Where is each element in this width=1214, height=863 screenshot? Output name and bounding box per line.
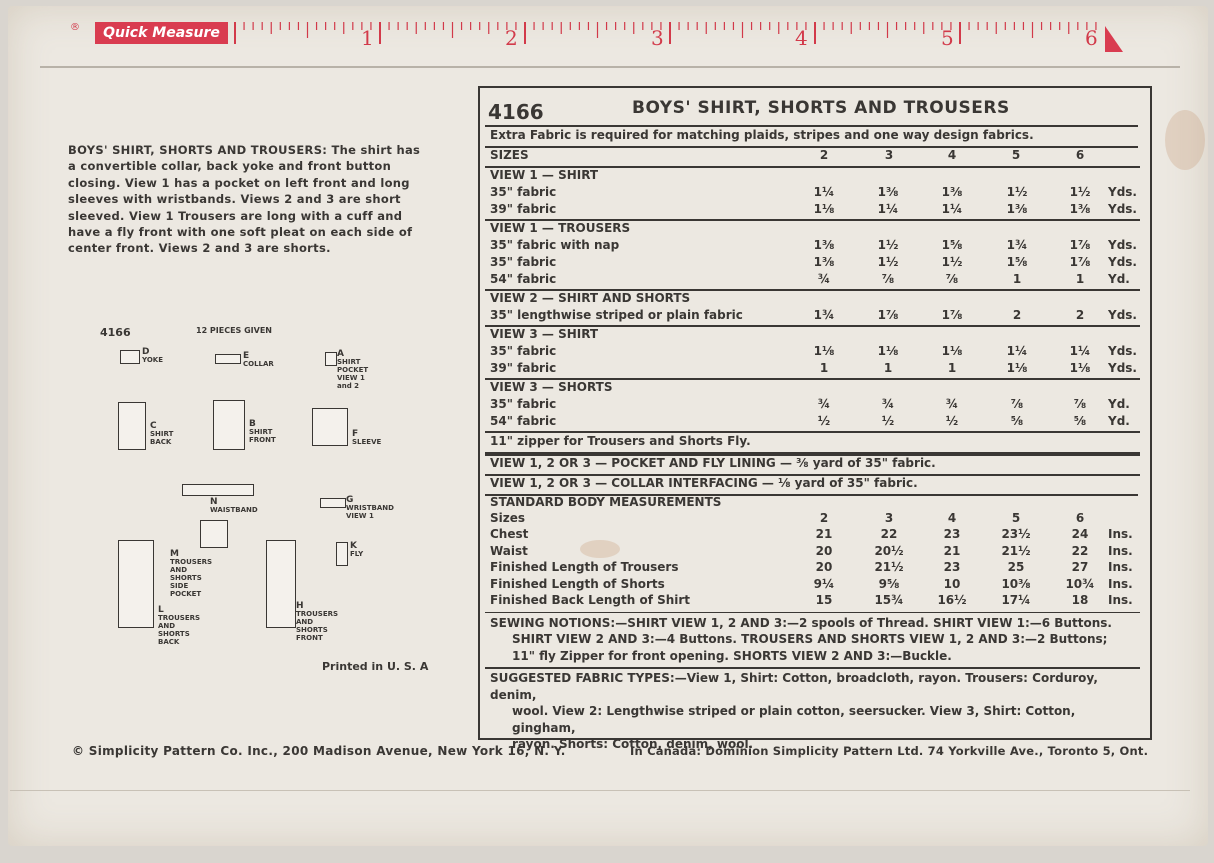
ruler-number: 2 <box>505 26 518 50</box>
row-value: 20 <box>815 543 833 558</box>
row-value: ⅞ <box>1073 397 1087 411</box>
row-value: ½ <box>817 414 831 428</box>
row-value: 1⅜ <box>813 255 835 269</box>
pattern-piece-letter: L <box>158 605 164 615</box>
row-value: 21½ <box>1001 543 1031 558</box>
body-measure-row <box>490 544 1140 560</box>
pattern-piece-letter: F <box>352 429 359 439</box>
pattern-piece-label <box>158 606 200 646</box>
pattern-piece-label <box>346 496 394 520</box>
row-value: 4 <box>947 148 957 162</box>
row-label: Chest <box>490 527 529 541</box>
row-value: 1 <box>947 361 957 375</box>
row-label: VIEW 3 — SHIRT <box>490 327 599 341</box>
chart-divider <box>485 612 1140 614</box>
row-value: ½ <box>945 414 959 428</box>
notions-line: SEWING NOTIONS:—SHIRT VIEW 1, 2 AND 3:—2 spools of Thread. SHIRT VIEW 1:—6 Buttons. <box>490 615 1112 630</box>
pattern-piece-letter: E <box>243 351 250 361</box>
row-label: 54" fabric <box>490 414 557 428</box>
row-value: 1⅛ <box>1069 361 1091 375</box>
fabrics-line: SUGGESTED FABRIC TYPES:—View 1, Shirt: Cotton, broadcloth, rayon. Trousers: Corduroy, denim, <box>490 671 1098 702</box>
sizes-row <box>490 148 1140 164</box>
row-value: 2 <box>1012 308 1022 322</box>
ruler-number: 5 <box>941 26 954 50</box>
chart-divider <box>485 431 1140 433</box>
pattern-piece-shape <box>325 352 337 366</box>
row-value: 1⅜ <box>1069 202 1091 216</box>
row-value: 23½ <box>1001 527 1031 541</box>
pattern-piece-letter: A <box>337 349 344 359</box>
row-unit: Ins. <box>1108 527 1133 541</box>
row-value: ¾ <box>881 397 895 411</box>
row-label: 35" lengthwise striped or plain fabric <box>490 308 743 322</box>
row-label: VIEW 2 — SHIRT AND SHORTS <box>490 291 691 305</box>
row-value: 1⅛ <box>941 344 963 358</box>
quick-measure-label: Quick Measure <box>95 22 228 44</box>
row-value: 2 <box>1075 308 1085 322</box>
row-value: ½ <box>881 414 895 428</box>
pattern-piece-letter: B <box>249 419 256 429</box>
interfacing-row <box>490 476 1140 492</box>
row-label: Finished Length of Trousers <box>490 560 679 574</box>
pattern-piece-label <box>210 498 258 514</box>
row-value: 22 <box>880 527 898 541</box>
row-label: VIEW 3 — SHORTS <box>490 380 613 394</box>
row-unit: Yds. <box>1108 185 1137 199</box>
row-unit: Yds. <box>1108 255 1137 269</box>
section-title <box>490 221 1140 237</box>
yardage-row <box>490 202 1140 218</box>
row-label: VIEW 1 — TROUSERS <box>490 221 631 235</box>
pieces-count: 12 PIECES GIVEN <box>196 326 272 335</box>
row-label: 35" fabric <box>490 185 557 199</box>
row-value: 1½ <box>1069 185 1091 199</box>
row-value: 1⅜ <box>813 238 835 252</box>
row-value: ¾ <box>817 272 831 286</box>
row-value: 1⅞ <box>941 308 963 322</box>
pattern-piece-name: SHIRT BACK <box>150 430 174 446</box>
row-value: ⅞ <box>1010 397 1024 411</box>
row-value: 1 <box>819 361 829 375</box>
yardage-row <box>490 344 1140 360</box>
row-unit: Yds. <box>1108 202 1137 216</box>
pattern-pieces-diagram <box>100 322 430 646</box>
row-label: Extra Fabric is required for matching plaids, stripes and one way design fabrics. <box>490 128 1034 142</box>
row-unit: Ins. <box>1108 593 1133 607</box>
row-value: 23 <box>943 560 961 574</box>
row-value: 1¼ <box>813 185 835 199</box>
stain <box>1165 110 1205 170</box>
pattern-piece-shape <box>118 402 146 450</box>
pattern-piece-letter: G <box>346 495 354 505</box>
row-value: 1⅝ <box>1006 255 1028 269</box>
row-value: 18 <box>1071 593 1089 607</box>
row-value: ⅞ <box>945 272 959 286</box>
pattern-piece-name: TROUSERS AND SHORTS SIDE POCKET <box>170 558 213 598</box>
quick-measure-ruler <box>95 18 1125 58</box>
row-value: 17¼ <box>1001 593 1031 607</box>
section-title <box>490 291 1140 307</box>
bottom-fold-line <box>10 790 1190 791</box>
ruler-ticks <box>95 18 1125 58</box>
row-value: 1¼ <box>1069 344 1091 358</box>
pattern-piece-name: SHIRT POCKET VIEW 1 and 2 <box>337 358 369 390</box>
flap-fold-line <box>40 66 1180 68</box>
row-label: 39" fabric <box>490 202 557 216</box>
row-unit: Yds. <box>1108 344 1137 358</box>
row-value: 1⅜ <box>877 185 899 199</box>
pattern-number: 4166 <box>488 100 544 124</box>
row-label: VIEW 1, 2 OR 3 — COLLAR INTERFACING — ⅛ yard of 35" fabric. <box>490 476 918 490</box>
yardage-row <box>490 361 1140 377</box>
body-measurements-title <box>490 495 1140 511</box>
pattern-piece-letter: M <box>170 549 179 559</box>
pattern-piece-shape <box>320 498 346 508</box>
row-value: 6 <box>1075 511 1085 525</box>
row-value: 2 <box>819 148 829 162</box>
pattern-piece-label <box>296 602 338 642</box>
row-unit: Ins. <box>1108 576 1133 591</box>
pattern-piece-name: SHIRT FRONT <box>249 428 276 444</box>
body-sizes-row <box>490 511 1140 527</box>
pattern-piece-letter: K <box>350 541 357 551</box>
yardage-row <box>490 255 1140 271</box>
row-label: 35" fabric <box>490 397 557 411</box>
row-value: 15¾ <box>874 593 904 607</box>
description-text: The shirt has a convertible collar, back yoke and front button closing. View 1 has a pocket on left front and long sleeves with wristbands. Views 2 and 3 are short sleeved. View 1 Trousers are long with a cuff and have a fly front with one soft pleat on each side of center front. Views 2 and 3 are shorts. <box>68 143 421 256</box>
row-value: 1⅛ <box>813 202 835 216</box>
pattern-piece-label <box>243 352 274 368</box>
pattern-piece-shape <box>215 354 241 364</box>
chart-divider <box>485 125 1138 127</box>
pattern-piece-shape <box>118 540 154 628</box>
row-unit: Yds. <box>1108 361 1137 375</box>
ruler-number: 3 <box>651 26 664 50</box>
row-value: 1½ <box>877 255 899 269</box>
row-value: 15 <box>815 593 833 607</box>
row-value: 3 <box>884 511 894 525</box>
pattern-piece-shape <box>312 408 348 446</box>
row-value: 24 <box>1071 527 1089 541</box>
pattern-piece-letter: D <box>142 347 150 357</box>
printed-in-usa: Printed in U. S. A <box>322 660 429 673</box>
pattern-piece-name: FLY <box>350 550 364 558</box>
body-measure-row <box>490 577 1140 593</box>
row-label: Waist <box>490 543 528 558</box>
row-value: 21½ <box>874 560 904 574</box>
pattern-piece-label <box>337 350 368 390</box>
row-unit: Ins. <box>1108 560 1133 574</box>
row-value: 1¼ <box>941 202 963 216</box>
row-value: 20 <box>815 560 833 574</box>
row-label: 11" zipper for Trousers and Shorts Fly. <box>490 434 751 448</box>
row-value: 1¼ <box>1006 344 1028 358</box>
canada-footer: In Canada: Dominion Simplicity Pattern Ltd. 74 Yorkville Ave., Toronto 5, Ont. <box>630 744 1149 758</box>
row-value: 1 <box>1075 272 1085 286</box>
row-value: 21 <box>815 527 833 541</box>
row-value: 1⅛ <box>1006 361 1028 375</box>
row-value: 16½ <box>937 593 967 607</box>
row-value: 1⅜ <box>1006 202 1028 216</box>
row-value: 1 <box>883 361 893 375</box>
ruler-number: 6 <box>1085 26 1098 50</box>
pattern-piece-name: SLEEVE <box>352 438 382 446</box>
row-value: 10⅜ <box>1001 576 1031 591</box>
row-label: 35" fabric <box>490 344 557 358</box>
fabrics-line: wool. View 2: Lengthwise striped or plain cotton, seersucker. View 3, Shirt: Cotton, gingham, <box>512 704 1076 735</box>
yardage-row <box>490 397 1140 413</box>
pattern-piece-name: WRISTBAND VIEW 1 <box>346 504 394 520</box>
row-value: ⅞ <box>881 272 895 286</box>
pattern-piece-shape <box>200 520 228 548</box>
pattern-piece-name: COLLAR <box>243 360 274 368</box>
row-value: 9¼ <box>813 576 835 591</box>
row-value: 27 <box>1071 560 1089 574</box>
row-value: 4 <box>947 511 957 525</box>
row-label: 54" fabric <box>490 272 557 286</box>
pattern-piece-label <box>350 542 363 558</box>
row-value: 1⅞ <box>1069 238 1091 252</box>
pattern-piece-label <box>352 430 381 446</box>
copyright-footer: © Simplicity Pattern Co. Inc., 200 Madison Avenue, New York 16, N. Y. <box>72 744 566 758</box>
pattern-piece-letter: C <box>150 421 157 431</box>
row-label: Sizes <box>490 511 526 525</box>
yardage-row <box>490 185 1140 201</box>
ruler-number: 4 <box>795 26 808 50</box>
row-unit: Yds. <box>1108 308 1137 322</box>
body-measure-row <box>490 527 1140 543</box>
pieces-pattern-number: 4166 <box>100 326 131 339</box>
row-value: 1 <box>1012 272 1022 286</box>
section-title <box>490 380 1140 396</box>
row-value: 20½ <box>874 543 904 558</box>
row-value: 1⅞ <box>877 308 899 322</box>
pattern-piece-label <box>249 420 276 444</box>
row-value: 6 <box>1075 148 1085 162</box>
zipper-note <box>490 434 1140 450</box>
description-heading: BOYS' SHIRT, SHORTS AND TROUSERS: <box>68 143 328 157</box>
yardage-row <box>490 272 1140 288</box>
pattern-piece-letter: N <box>210 497 218 507</box>
row-label: VIEW 1, 2 OR 3 — POCKET AND FLY LINING — ⅜ yard of 35" fabric. <box>490 456 936 470</box>
pattern-piece-label <box>150 422 173 446</box>
chart-title: BOYS' SHIRT, SHORTS AND TROUSERS <box>632 98 1010 118</box>
row-value: 1½ <box>941 255 963 269</box>
pattern-piece-shape <box>120 350 140 364</box>
row-value: 1⅛ <box>877 344 899 358</box>
fabrics-line: rayon. Shorts: Cotton, denim, wool. <box>512 737 754 751</box>
notions-line: 11" fly Zipper for front opening. SHORTS VIEW 2 AND 3:—Buckle. <box>512 648 952 663</box>
yardage-row <box>490 414 1140 430</box>
row-value: 1¾ <box>813 308 835 322</box>
pocket-lining-row <box>490 456 1140 472</box>
row-value: 10¾ <box>1065 576 1095 591</box>
row-label: SIZES <box>490 148 529 162</box>
row-unit: Yds. <box>1108 238 1137 252</box>
row-label: STANDARD BODY MEASUREMENTS <box>490 495 722 509</box>
row-label: Finished Back Length of Shirt <box>490 593 691 607</box>
pattern-piece-shape <box>336 542 348 566</box>
row-value: 23 <box>943 527 961 541</box>
row-label: 35" fabric with nap <box>490 238 620 252</box>
row-value: 1⅛ <box>813 344 835 358</box>
row-label: 39" fabric <box>490 361 557 375</box>
pattern-piece-shape <box>182 484 254 496</box>
row-value: 3 <box>884 148 894 162</box>
row-value: 10 <box>943 576 961 591</box>
pattern-piece-name: TROUSERS AND SHORTS BACK <box>158 614 201 646</box>
row-unit: Yd. <box>1108 397 1130 411</box>
row-value: 9⅝ <box>878 576 900 591</box>
row-value: 2 <box>819 511 829 525</box>
suggested-fabrics <box>490 670 1140 753</box>
pattern-piece-label <box>170 550 212 598</box>
pattern-piece-shape <box>266 540 296 628</box>
row-value: ⅝ <box>1073 414 1087 428</box>
row-value: ¾ <box>945 397 959 411</box>
yardage-row <box>490 308 1140 324</box>
row-label: VIEW 1 — SHIRT <box>490 168 599 182</box>
row-value: 1⅜ <box>941 185 963 199</box>
ruler-number: 1 <box>361 26 374 50</box>
pattern-piece-label <box>142 348 163 364</box>
row-value: 1¼ <box>877 202 899 216</box>
row-value: 1⅞ <box>1069 255 1091 269</box>
row-value: 25 <box>1007 560 1025 574</box>
row-unit: Yd. <box>1108 272 1130 286</box>
registered-mark: ® <box>70 22 80 33</box>
pattern-piece-name: YOKE <box>142 356 163 364</box>
row-value: ⅝ <box>1010 414 1024 428</box>
row-unit: Yd. <box>1108 414 1130 428</box>
yardage-row <box>490 238 1140 254</box>
row-value: 22 <box>1071 543 1089 558</box>
row-value: 1½ <box>1006 185 1028 199</box>
pattern-piece-letter: H <box>296 601 304 611</box>
pattern-piece-name: TROUSERS AND SHORTS FRONT <box>296 610 339 642</box>
row-value: 5 <box>1011 148 1021 162</box>
row-value: 1⅝ <box>941 238 963 252</box>
sewing-notions <box>490 615 1140 665</box>
row-value: 21 <box>943 543 961 558</box>
pattern-description <box>68 142 430 257</box>
fabric-note <box>490 128 1140 144</box>
row-value: 1½ <box>877 238 899 252</box>
body-measure-row <box>490 560 1140 576</box>
notions-line: SHIRT VIEW 2 AND 3:—4 Buttons. TROUSERS AND SHORTS VIEW 1, 2 AND 3:—2 Buttons; <box>512 632 1108 646</box>
body-measure-row <box>490 593 1140 609</box>
ruler-end-triangle <box>1105 26 1123 52</box>
section-title <box>490 168 1140 184</box>
pattern-piece-shape <box>213 400 245 450</box>
row-value: ¾ <box>817 397 831 411</box>
row-label: Finished Length of Shorts <box>490 576 665 591</box>
row-value: 1¾ <box>1006 238 1028 252</box>
section-title <box>490 327 1140 343</box>
chart-divider <box>485 667 1140 669</box>
row-label: 35" fabric <box>490 255 557 269</box>
row-value: 5 <box>1011 511 1021 525</box>
row-unit: Ins. <box>1108 543 1133 558</box>
pattern-piece-name: WAISTBAND <box>210 506 258 514</box>
